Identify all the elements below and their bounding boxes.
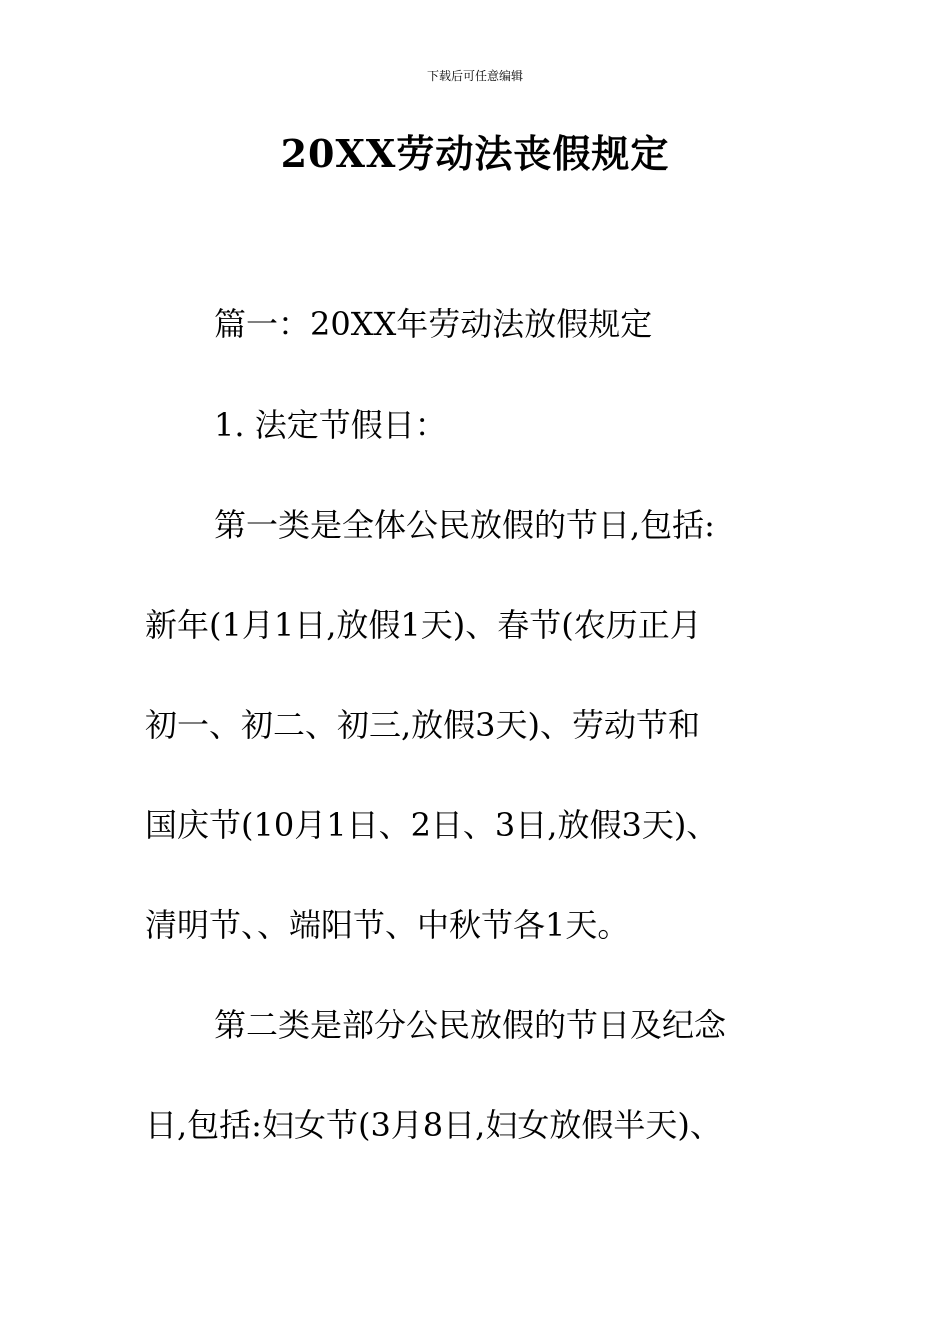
- paragraph-line: 日,包括:妇女节(3月8日,妇女放假半天)、: [145, 1106, 722, 1144]
- paragraph-line: 清明节、、端阳节、中秋节各1天。: [145, 906, 630, 944]
- paragraph-line: 初一、初二、初三,放假3天)、劳动节和: [145, 706, 701, 744]
- paragraph-line: 国庆节(10月1日、2日、3日,放假3天)、: [145, 806, 719, 844]
- document-title: 20XX劳动法丧假规定: [280, 131, 670, 176]
- header-note: 下载后可任意编辑: [426, 69, 523, 83]
- paragraph-line: 第一类是全体公民放假的节日,包括:: [214, 506, 715, 544]
- paragraph-line: 新年(1月1日,放假1天)、春节(农历正月: [145, 606, 702, 644]
- subsection-heading: 1. 法定节假日：: [214, 406, 447, 444]
- section-heading: 篇一：20XX年劳动法放假规定: [214, 305, 653, 343]
- paragraph-line: 第二类是部分公民放假的节日及纪念: [214, 1006, 727, 1044]
